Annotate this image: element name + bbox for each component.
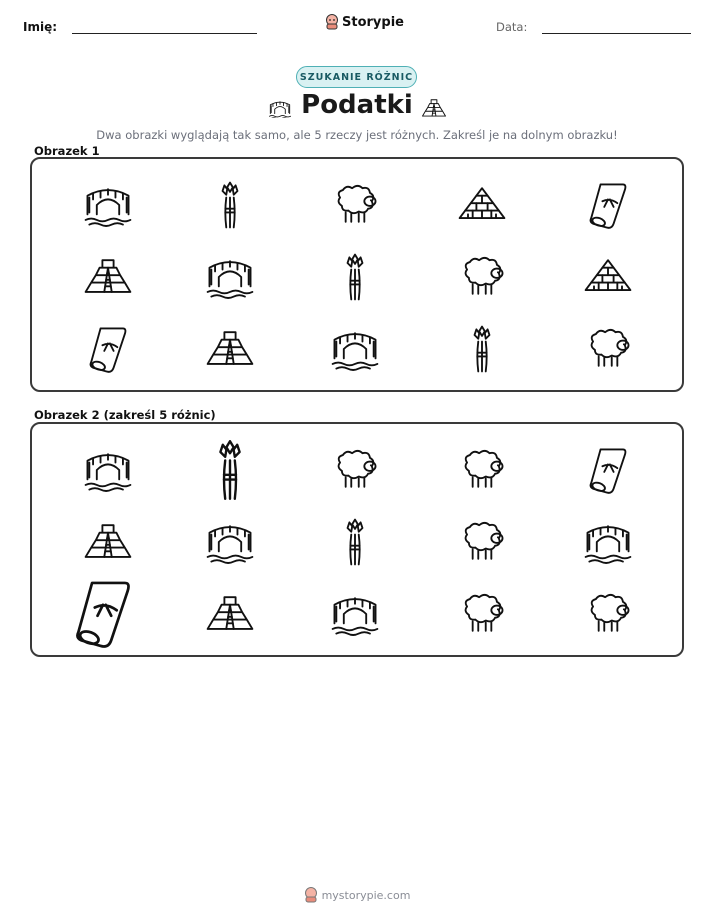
sheep-icon[interactable] bbox=[454, 442, 510, 502]
picture2-panel[interactable] bbox=[30, 422, 684, 657]
bridge-icon[interactable] bbox=[327, 586, 383, 646]
bridge-icon bbox=[80, 177, 136, 237]
bridge-icon[interactable] bbox=[80, 442, 136, 502]
title-ziggurat-icon bbox=[418, 94, 450, 118]
pyramid-icon bbox=[454, 177, 510, 237]
scroll-icon bbox=[80, 321, 136, 381]
sheep-icon[interactable] bbox=[454, 514, 510, 574]
wheat-icon bbox=[454, 321, 510, 381]
pyramid-icon bbox=[580, 249, 636, 309]
instructions: Dwa obrazki wyglądają tak samo, ale 5 rzeczy jest różnych. Zakreśl je na dolnym obrazku! bbox=[96, 128, 618, 142]
bridge-icon[interactable] bbox=[202, 514, 258, 574]
footer-url[interactable]: mystorypie.com bbox=[321, 888, 411, 902]
wheat-icon[interactable] bbox=[327, 514, 383, 574]
brand-name: Storypie bbox=[342, 14, 404, 30]
page-title: Podatki bbox=[301, 90, 413, 120]
date-label: Data: bbox=[496, 20, 528, 34]
bridge-icon bbox=[202, 249, 258, 309]
sheep-icon bbox=[454, 249, 510, 309]
picture2-label: Obrazek 2 (zakreśl 5 różnic) bbox=[34, 408, 216, 422]
sheep-icon[interactable] bbox=[327, 442, 383, 502]
scroll-icon[interactable] bbox=[62, 572, 144, 658]
ziggurat-icon[interactable] bbox=[202, 586, 258, 646]
sheep-icon bbox=[327, 177, 383, 237]
scroll-icon bbox=[580, 177, 636, 237]
mascot-icon bbox=[325, 14, 339, 30]
brand-logo bbox=[325, 14, 404, 30]
mascot-icon bbox=[304, 887, 318, 903]
scroll-icon[interactable] bbox=[580, 442, 636, 502]
picture1-label: Obrazek 1 bbox=[34, 144, 100, 158]
worksheet-type-badge: SZUKANIE RÓŻNIC bbox=[296, 66, 417, 88]
picture1-panel bbox=[30, 157, 684, 392]
name-label: Imię: bbox=[23, 20, 58, 34]
wheat-icon bbox=[327, 249, 383, 309]
ziggurat-icon bbox=[80, 249, 136, 309]
ziggurat-icon bbox=[202, 321, 258, 381]
wheat-icon bbox=[202, 177, 258, 237]
footer bbox=[0, 887, 714, 903]
bridge-icon bbox=[327, 321, 383, 381]
bridge-icon[interactable] bbox=[580, 514, 636, 574]
name-line[interactable] bbox=[72, 33, 257, 34]
sheep-icon[interactable] bbox=[454, 586, 510, 646]
sheep-icon bbox=[580, 321, 636, 381]
ziggurat-icon[interactable] bbox=[80, 514, 136, 574]
date-line[interactable] bbox=[542, 33, 691, 34]
sheep-icon[interactable] bbox=[580, 586, 636, 646]
wheat-icon[interactable] bbox=[194, 434, 266, 510]
